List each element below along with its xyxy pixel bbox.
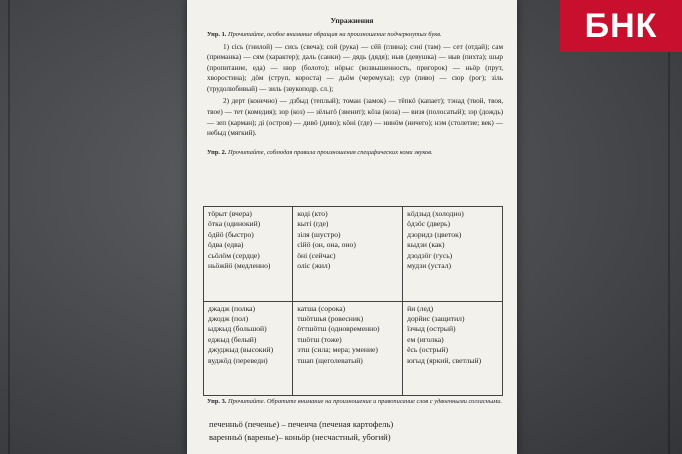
table-word: öтка (одинокий) [208,219,261,229]
table-word: ньöжйö (медленно) [208,261,271,271]
table-word: кöдзыд (холодно) [407,209,464,218]
table-word: ёсь (острый) [407,345,449,355]
table-word: тöрыт (вчера) [208,209,252,218]
table-word: öнi (сейчас) [297,250,336,260]
ex2-instruction: Прочитайте, соблюдая правила произношения специфических коми звуков. [228,148,433,156]
ex2-table [203,206,503,396]
table-word: дзодзöг (гусь) [407,250,453,260]
table-word: öттшöтш (одновременно) [297,324,380,334]
table-word: ем (иголка) [407,334,444,344]
bnk-logo: БНК [560,0,682,52]
table-word: сьöлöм (сердце) [208,250,260,260]
table-word: йи (лед) [407,303,434,313]
ex3-line-1: печенньö (печенье) – печенча (печеная картофель) [209,419,394,429]
ex3-words [199,418,517,443]
seam-right [668,40,670,454]
table-row [204,207,503,302]
table-word: катша (сорока) [297,303,346,313]
table-word: тшöтшья (ровесник) [297,313,364,323]
table-word: дзоридз (цветок) [407,229,462,239]
table-word: кодi (кто) [297,209,328,218]
ex1-label: Упр. 1. [207,31,227,38]
ex1-item-2: 2) дерт (конечно) — дзбыд (теплый); томан (замок) — тёпкö (капает); тэнад (твой, твоя, твое) — тет (комедия); зор (коз) — зёлыгö (звенит); кöза (коза) — визя (полосатый); зэр (дождь) — зеп (карман); дi (остров) — дивö (диво); кöнi (где) — нинöм (ничего); нэм (столетие; век) — небыд (мягкий). [207,97,503,138]
table-word: ïзчыд (острый) [407,324,456,334]
table-word: сiйö (он, она, оно) [297,240,356,250]
ex1-header [187,31,517,40]
table-word: öдзöс (дверь) [407,219,451,229]
table-cell [403,301,503,396]
table-word: этш (сила; мера; умение) [297,345,378,355]
table-word: джадж (полка) [208,303,256,313]
table-word: öдйö (быстро) [208,229,254,239]
table-word: öдва (едва) [208,240,244,250]
table-cell [293,301,403,396]
table-word: тшап (щеголеватый) [297,355,363,365]
ex2-label: Упр. 2. [207,148,227,156]
sheet-title: Упражнения [330,16,374,25]
ex3-header [187,398,517,407]
ex1-item-1: 1) сісь (гнилой) — сись (свеча); сой (рука) — сёй (глина); сэні (там) — сет (отдай); сам (приманка) — сям (характер); даль (санки) — дядь (дядя); ныв (девушка) — ныв (пихта); шыр (пропитание, еда) — нюр (болото); нöрыс (возвышенность, пригорок) — ньöр (прут, хворостина); дöм (струп, короста) — дьöм (черемуха); сур (пиво) — сюр (рог); зiль (трудолюбивый) — зиль (звукоподр. сл.); [207,42,503,93]
table-word: ыджыд (большой) [208,324,267,334]
table-word: мудзи (устал) [407,261,452,271]
table-cell [204,207,293,302]
table-word: джодж (пол) [208,313,249,323]
table-word: зiля (шустро) [297,229,341,239]
table-word: югыд (яркий, светлый) [407,355,482,365]
ex3-instruction: Прочитайте. Обратите внимание на произношение и правописание слов с удвоенными согласными. [228,398,503,405]
ex3-label: Упр. 3. [207,398,227,405]
table-row [204,301,503,396]
table-cell [293,207,403,302]
table-word: вуджöд (переведи) [208,355,268,365]
table-word: еджыд (белый) [208,334,257,344]
worksheet-page [187,0,517,454]
seam-left [8,0,10,454]
table-word: тшöтш (тоже) [297,334,342,344]
table-word: джуджыд (высокий) [208,345,274,355]
table-cell [204,301,293,396]
table-word: олiс (жил) [297,261,331,271]
ex1-instruction: Прочитайте, особое внимание обращая на произношение подчеркнутых букв. [228,31,442,38]
table-word: кытi (где) [297,219,329,229]
table-cell [403,207,503,302]
ex2-header [187,149,517,157]
table-word: дорйис (защитил) [407,313,465,323]
table-word: кыдзи (как) [407,240,445,250]
ex3-line-2: варенньö (варенье)– коньöр (несчастный, убогий) [209,431,391,442]
